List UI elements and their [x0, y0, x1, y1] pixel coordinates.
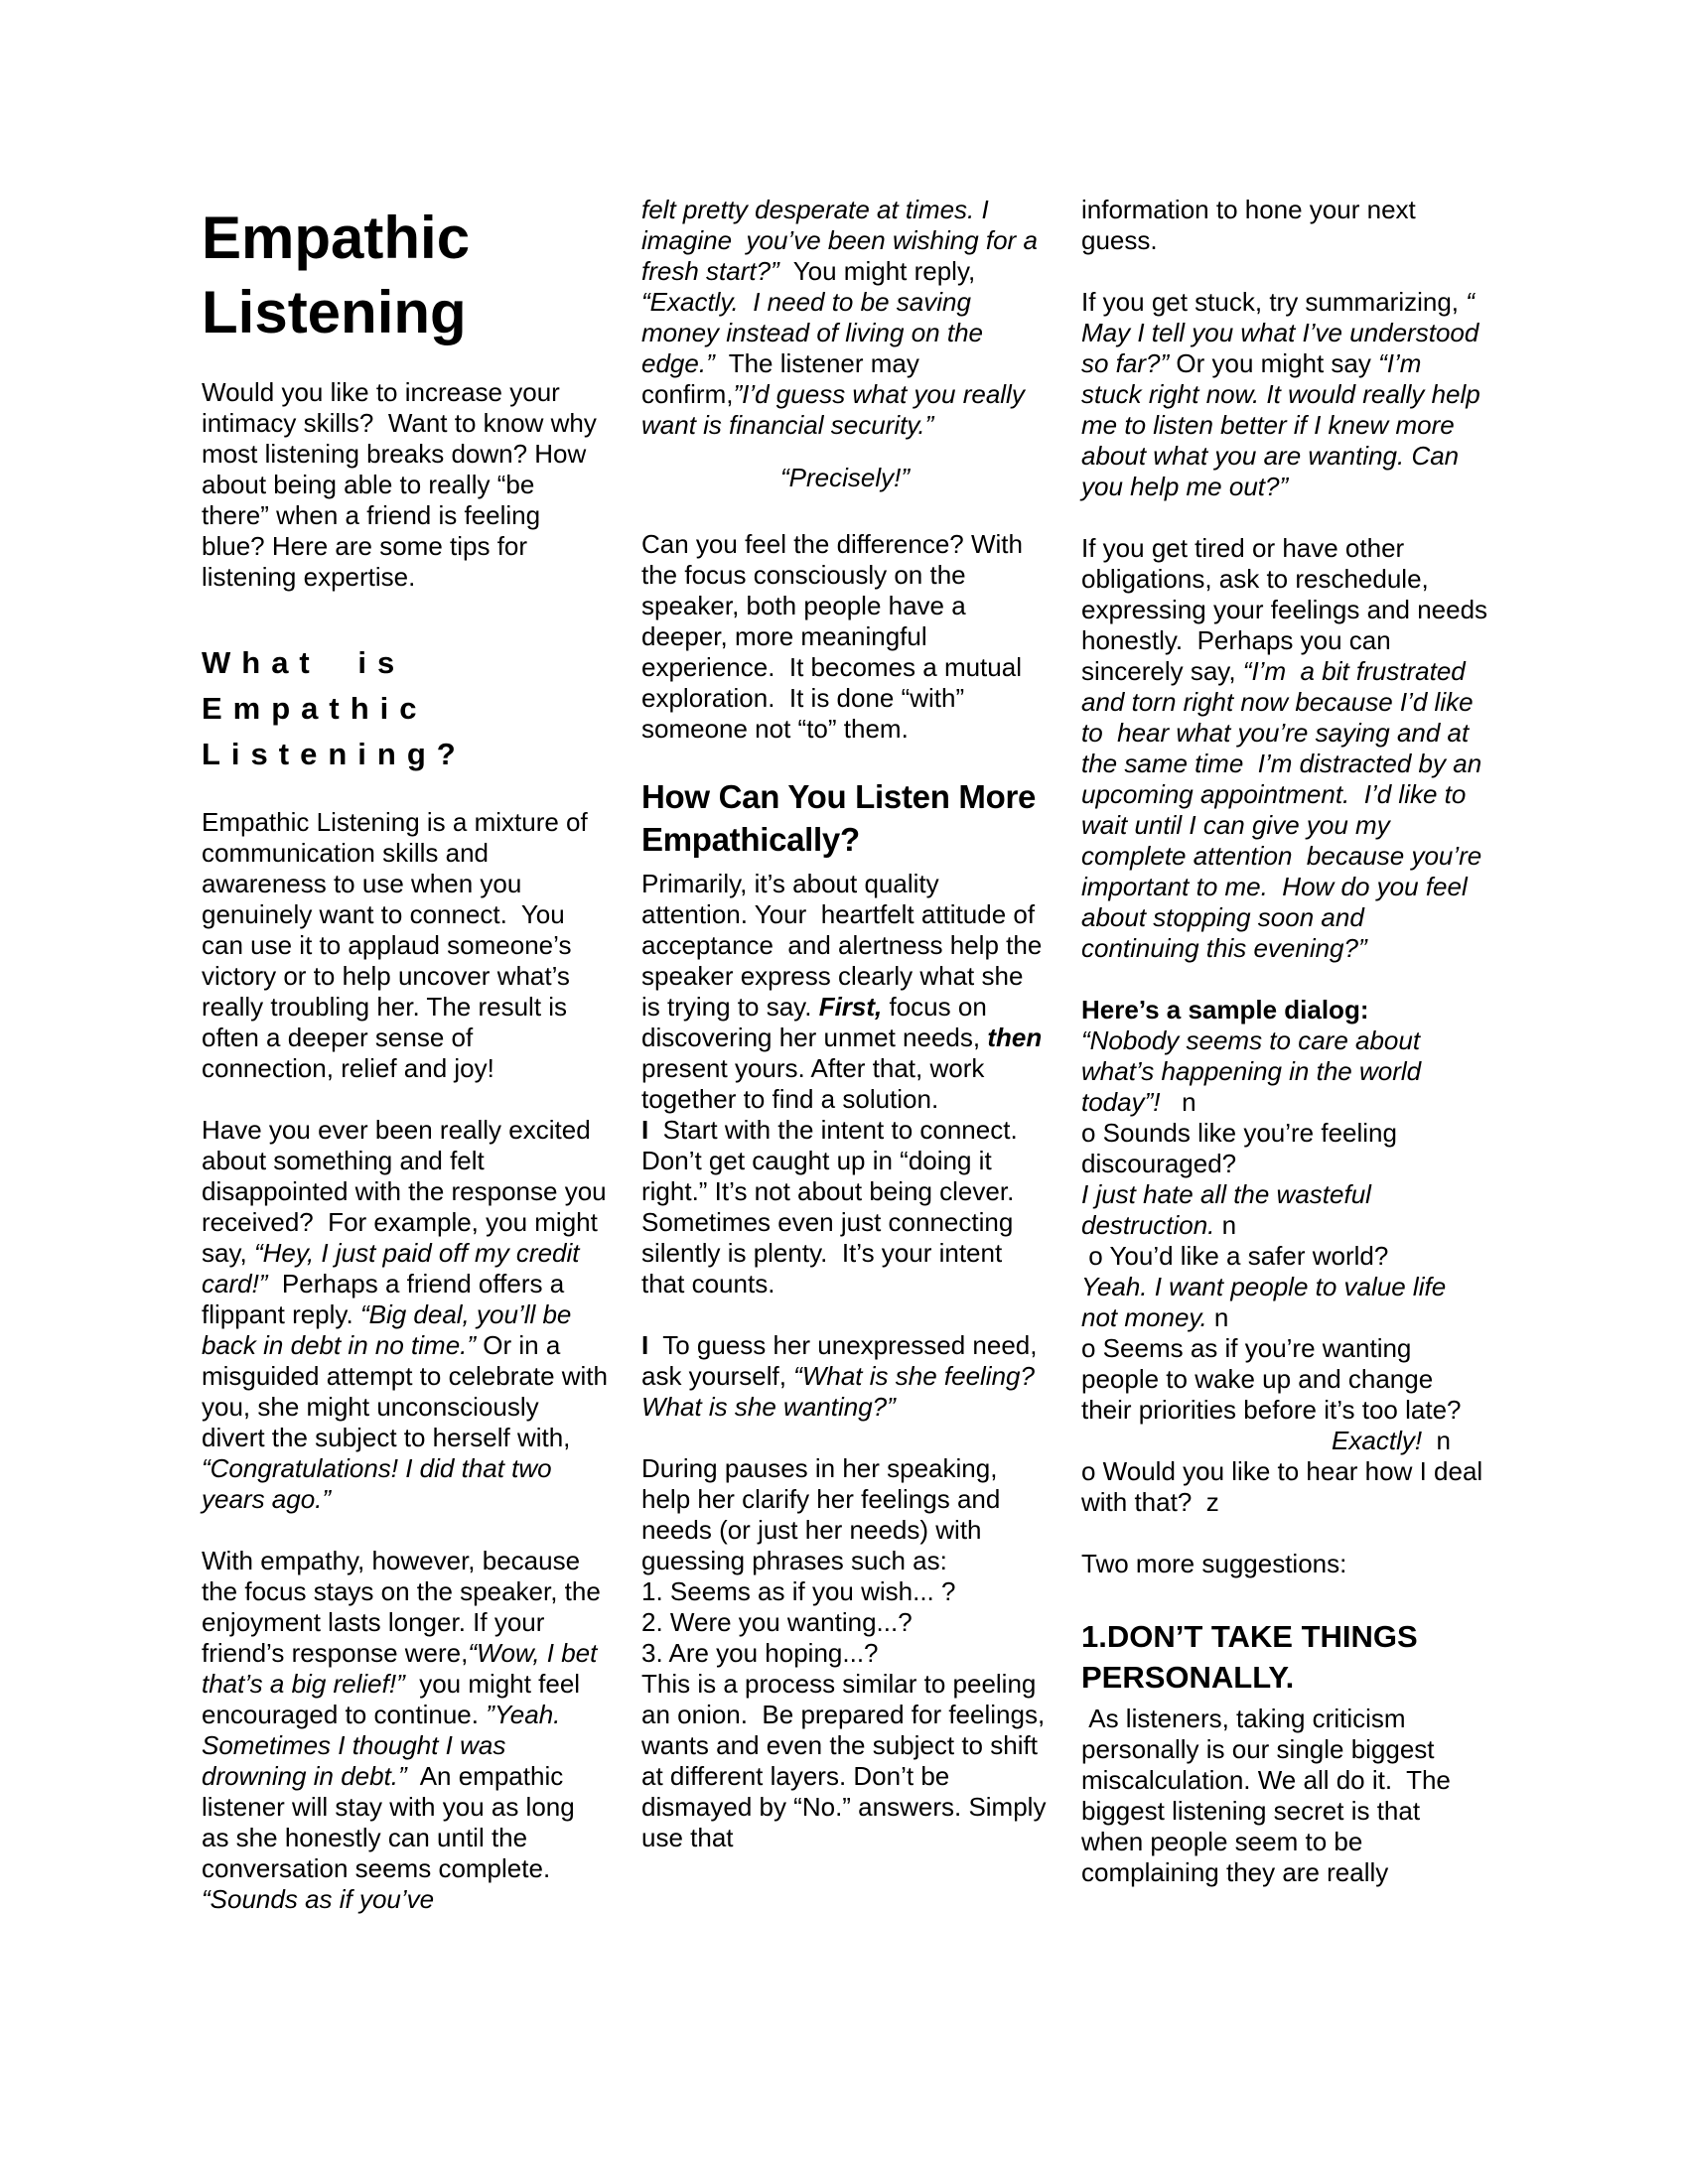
text-segment: o Seems as if you’re wanting people to wake up and change their priorities before it’s too late? [1081, 1333, 1462, 1425]
text-segment: n [1422, 1426, 1451, 1455]
section-heading-what-is: What is Empathic Listening? [202, 645, 467, 771]
text-segment: n [1160, 1087, 1196, 1117]
list-item-2: 2. Were you wanting...? [641, 1607, 913, 1637]
text-segment: Primarily, it’s about quality attention. Your heartfelt attitude of acceptance and alertness help the speaker express clearly what she is trying to say. [641, 869, 1050, 1022]
text-segment: “ May I tell you what I’ve understood so far?” [1081, 287, 1486, 378]
text-segment: Yeah. I want people to value life not money. [1081, 1272, 1454, 1332]
dialog-line [1081, 1118, 1488, 1179]
paragraph-intent [641, 1115, 1049, 1299]
paragraph-suggestions: Two more suggestions: [1081, 1549, 1347, 1578]
text-segment: “Sounds as if you’ve [202, 1884, 435, 1914]
text-segment: Would you like to increase your intimacy skills? Want to know why most listening breaks down? How about being able to really “be there” when a friend is feeling blue? Here are some tips for listening expertise. [202, 377, 605, 592]
list-item-1: 1. Seems as if you wish... ? [641, 1576, 956, 1606]
text-segment: An empathic listener will stay with you as long as she honestly can until the conversation seems complete. [202, 1761, 582, 1883]
paragraph-listeners [1081, 1704, 1488, 1888]
text-segment: I [641, 1330, 649, 1360]
text-segment: focus on discovering her unmet needs, [641, 992, 995, 1052]
paragraph-hone [1081, 195, 1488, 256]
text-segment: n [1214, 1210, 1237, 1240]
text-segment: Start with the intent to connect. Don’t get caught up in “doing it right.” It’s not about being clever. Sometimes even just connecting silently is plenty. It’s your intent that counts. [641, 1115, 1025, 1298]
dialog-line [1081, 1272, 1488, 1333]
column-1 [202, 195, 616, 1915]
section-heading-how-listen: How Can You Listen More Empathically? [641, 778, 1037, 858]
dialog-line-exactly [1081, 1426, 1488, 1456]
text-segment: present yours. After that, work together to find a solution. [641, 1023, 1056, 1114]
text-segment: Or in a misguided attempt to celebrate with you, she might unconsciously divert the subject to herself with, [202, 1330, 616, 1452]
section-heading-dont-take-personally: 1.DON’T TAKE THINGS PERSONALLY. [1081, 1619, 1427, 1695]
paragraph-stuck [1081, 287, 1488, 502]
document-title: Empathic Listening [202, 205, 471, 345]
text-segment: As listeners, taking criticism personally is our single biggest miscalculation. We all do it. The biggest listening secret is that when people seem to be complaining they are really [1081, 1704, 1459, 1887]
text-segment: “Big deal, you’ll be back in debt in no time.” [202, 1299, 579, 1360]
text-segment: Can you feel the difference? With the focus consciously on the speaker, both people have a deeper, more meaningful experience. It becomes a mutual exploration. It is done “with” someone not “to” them. [641, 529, 1031, 744]
text-segment: Exactly! [1332, 1426, 1423, 1455]
text-segment: Perhaps a friend offers a flippant reply. [202, 1269, 572, 1329]
text-segment: o Sounds like you’re feeling discouraged? [1081, 1118, 1405, 1178]
text-segment: “What is she feeling? What is she wanting?” [641, 1361, 1043, 1422]
text-segment: Or you might say [1169, 348, 1379, 378]
text-segment: “Exactly. I need to be saving money instead of living on the edge.” [641, 287, 991, 378]
text-segment: If you get tired or have other obligations, ask to reschedule, expressing your feelings and needs honestly. Perhaps you can sincerely say, [1081, 533, 1495, 686]
centered-quote-precisely [641, 463, 1049, 493]
paragraph-tired [1081, 533, 1495, 964]
text-segment: With empathy, however, because the focus stays on the speaker, the enjoyment lasts longer. If your friend’s response were, [202, 1546, 609, 1668]
text-segment: “Congratulations! I did that two years ago.” [202, 1453, 559, 1514]
text-segment: If you get stuck, try summarizing, [1081, 287, 1467, 317]
dialog-line [1081, 1241, 1488, 1272]
paragraph-desperate [641, 195, 1049, 441]
paragraph-pauses [641, 1453, 1049, 1576]
text-segment: you might feel encouraged to continue. [202, 1669, 588, 1729]
dialog-line [1081, 1333, 1488, 1426]
dialog-line [1081, 1456, 1488, 1518]
text-segment: o Would you like to hear how I deal with that? z [1081, 1456, 1490, 1517]
text-segment: n [1206, 1302, 1229, 1332]
text-segment: “Precisely!” [779, 463, 910, 492]
dialog-heading: Here’s a sample dialog: [1081, 995, 1369, 1024]
paragraph-intro [202, 377, 609, 593]
text-segment: Have you ever been really excited about something and felt disappointed with the response you received? For example, you might say, [202, 1115, 614, 1268]
text-segment: o You’d like a safer world? [1081, 1241, 1389, 1271]
text-segment: felt pretty desperate at times. I imagine you’ve been wishing for a fresh start?” [641, 195, 1046, 286]
text-segment: You might reply, [778, 256, 983, 286]
text-segment: ”Yeah. Sometimes I thought I was drowning in debt.” [202, 1700, 568, 1791]
paragraph-guess [641, 1330, 1049, 1423]
text-segment: Empathic Listening is a mixture of communication skills and awareness to use when you genuinely want to connect. You can use it to applaud someone’s victory or to help uncover what’s really troubling her. The result is often a deeper sense of connection, relief and joy! [202, 807, 595, 1083]
paragraph-example [202, 1115, 616, 1515]
text-segment: then [987, 1023, 1043, 1052]
text-segment: “Wow, I bet that’s a big relief!” [202, 1638, 605, 1699]
text-segment: I just hate all the wasteful destruction. [1081, 1179, 1379, 1240]
list-item-3: 3. Are you hoping...? [641, 1638, 879, 1668]
text-segment: During pauses in her speaking, help her clarify her feelings and needs (or just her needs) with guessing phrases such as: [641, 1453, 1008, 1575]
paragraph-onion [641, 1669, 1054, 1853]
text-segment: This is a process similar to peeling an onion. Be prepared for feelings, wants and even the subject to shift at different layers. Don’t be dismayed by “No.” answers. Simply use that [641, 1669, 1054, 1852]
text-segment: “I’m a bit frustrated and torn right now because I’d like to hear what you’re saying and at the same time I’m distracted by an upcoming appointment. I’d like to wait until I can give you my complete attention because you’re important to me. How do you feel about stopping soon and continuing this evening?” [1081, 656, 1489, 963]
text-segment: ”I’d guess what you really want is financial security.” [641, 379, 1033, 440]
paragraph-difference [641, 529, 1049, 745]
text-segment: “Nobody seems to care about what’s happening in the world today”! [1081, 1025, 1429, 1117]
text-segment: “Hey, I just paid off my credit card!” [202, 1238, 587, 1298]
paragraph-primarily [641, 869, 1056, 1115]
text-segment: I [641, 1115, 649, 1145]
text-segment: First, [818, 992, 883, 1022]
paragraph-definition [202, 807, 609, 1084]
dialog-line [1081, 1179, 1488, 1241]
dialog-line [1081, 1025, 1488, 1118]
column-2 [641, 195, 1056, 1915]
text-segment: The listener may confirm, [641, 348, 927, 409]
text-segment: “I’m stuck right now. It would really help me to listen better if I knew more about what you are wanting. Can you help me out?” [1081, 348, 1487, 501]
text-segment: To guess her unexpressed need, ask yourself, [641, 1330, 1045, 1391]
column-3 [1081, 195, 1495, 1915]
text-segment: information to hone your next guess. [1081, 195, 1423, 255]
paragraph-empathy [202, 1546, 609, 1915]
